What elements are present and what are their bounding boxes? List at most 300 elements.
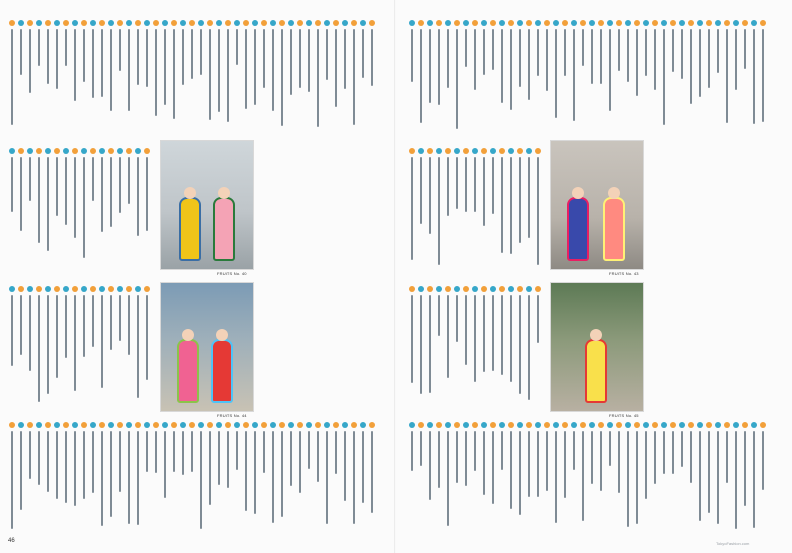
text-line <box>699 431 701 521</box>
text-line <box>510 431 512 509</box>
text-column <box>516 20 523 129</box>
text-line <box>281 431 283 517</box>
text-column <box>296 422 303 529</box>
speaker-marker <box>45 422 51 428</box>
speaker-marker <box>54 286 60 292</box>
text-line <box>20 29 22 75</box>
text-line <box>101 295 103 388</box>
text-column <box>215 422 222 529</box>
text-column <box>323 422 330 529</box>
text-line <box>519 431 521 515</box>
text-column <box>507 20 514 129</box>
text-line <box>56 431 58 499</box>
speaker-marker <box>409 286 415 292</box>
text-line <box>717 29 719 73</box>
text-column <box>426 148 433 265</box>
text-line <box>537 157 539 265</box>
speaker-marker <box>706 422 712 428</box>
speaker-marker <box>454 422 460 428</box>
text-line <box>344 431 346 501</box>
text-column <box>296 20 303 127</box>
speaker-marker <box>369 422 375 428</box>
text-column <box>489 148 496 265</box>
speaker-marker <box>409 422 415 428</box>
text-line <box>65 29 67 66</box>
speaker-marker <box>306 422 312 428</box>
text-column <box>116 286 123 402</box>
text-column <box>53 286 60 402</box>
text-line <box>447 431 449 526</box>
speaker-marker <box>108 20 114 26</box>
text-line <box>137 295 139 398</box>
speaker-marker <box>261 20 267 26</box>
text-column <box>260 20 267 127</box>
text-line <box>438 29 440 105</box>
text-column <box>696 20 703 129</box>
text-line <box>164 29 166 105</box>
speaker-marker <box>436 286 442 292</box>
text-column <box>242 20 249 127</box>
speaker-marker <box>526 286 532 292</box>
text-column <box>350 20 357 127</box>
text-column <box>368 20 375 127</box>
text-column <box>269 422 276 529</box>
text-column <box>678 20 685 129</box>
speaker-marker <box>724 422 730 428</box>
text-column <box>696 422 703 529</box>
text-line <box>528 431 530 497</box>
text-line <box>146 295 148 380</box>
speaker-marker <box>535 422 541 428</box>
speaker-marker <box>36 286 42 292</box>
text-line <box>735 29 737 90</box>
text-column <box>489 422 496 529</box>
text-column <box>341 422 348 529</box>
text-line <box>555 29 557 118</box>
speaker-marker <box>126 286 132 292</box>
text-line <box>11 157 13 212</box>
text-line <box>429 295 431 393</box>
speaker-marker <box>9 286 15 292</box>
speaker-marker <box>234 422 240 428</box>
speaker-marker <box>643 422 649 428</box>
text-column <box>426 422 433 529</box>
text-column <box>705 422 712 529</box>
speaker-marker <box>108 148 114 154</box>
text-line <box>654 431 656 484</box>
text-column <box>26 422 33 529</box>
text-line <box>465 157 467 212</box>
text-line <box>371 431 373 513</box>
text-column <box>489 20 496 129</box>
text-line <box>155 29 157 116</box>
text-line <box>411 29 413 82</box>
text-column <box>53 422 60 529</box>
speaker-marker <box>243 20 249 26</box>
text-line <box>353 431 355 524</box>
text-column <box>17 422 24 529</box>
text-column <box>435 20 442 129</box>
text-line <box>245 29 247 109</box>
text-line <box>681 29 683 79</box>
text-column <box>179 422 186 529</box>
speaker-marker <box>27 20 33 26</box>
speaker-marker <box>625 20 631 26</box>
text-column <box>660 20 667 129</box>
text-line <box>483 157 485 226</box>
speaker-marker <box>297 20 303 26</box>
speaker-marker <box>733 20 739 26</box>
speaker-marker <box>315 20 321 26</box>
text-line <box>636 29 638 96</box>
text-column <box>278 20 285 127</box>
text-line <box>92 157 94 201</box>
speaker-marker <box>351 20 357 26</box>
text-line <box>362 431 364 503</box>
speaker-marker <box>742 20 748 26</box>
text-line <box>119 157 121 213</box>
text-line <box>447 157 449 216</box>
text-line <box>735 431 737 529</box>
speaker-marker <box>427 20 433 26</box>
text-line <box>645 431 647 499</box>
text-line <box>465 431 467 486</box>
speaker-marker <box>616 20 622 26</box>
text-line <box>411 295 413 383</box>
text-line <box>573 29 575 121</box>
text-column <box>759 422 766 529</box>
speaker-marker <box>760 20 766 26</box>
text-line <box>218 29 220 112</box>
text-column <box>732 20 739 129</box>
text-column <box>35 148 42 258</box>
speaker-marker <box>180 20 186 26</box>
text-line <box>474 29 476 90</box>
text-column <box>170 422 177 529</box>
text-line <box>164 431 166 498</box>
text-column <box>453 20 460 129</box>
speaker-marker <box>153 20 159 26</box>
text-line <box>465 29 467 67</box>
text-column <box>80 422 87 529</box>
site-credit: TokyoFashion.com <box>716 541 750 546</box>
speaker-marker <box>333 422 339 428</box>
speaker-marker <box>252 422 258 428</box>
speaker-marker <box>679 422 685 428</box>
text-column <box>251 20 258 127</box>
text-column <box>62 20 69 127</box>
text-line <box>663 29 665 125</box>
text-line <box>420 29 422 123</box>
text-line <box>344 29 346 89</box>
speaker-marker <box>526 20 532 26</box>
text-column <box>462 148 469 265</box>
text-column <box>134 20 141 127</box>
speaker-marker <box>225 20 231 26</box>
speaker-marker <box>697 20 703 26</box>
text-line <box>672 29 674 72</box>
text-column <box>723 422 730 529</box>
text-line <box>110 157 112 227</box>
speaker-marker <box>481 20 487 26</box>
speaker-marker <box>418 148 424 154</box>
text-block-right-bottom <box>408 422 766 529</box>
speaker-marker <box>652 422 658 428</box>
text-column <box>651 20 658 129</box>
text-column <box>507 286 514 400</box>
text-column <box>480 422 487 529</box>
text-line <box>38 157 40 243</box>
speaker-marker <box>418 286 424 292</box>
text-line <box>627 431 629 527</box>
text-line <box>483 29 485 75</box>
text-column <box>462 422 469 529</box>
text-column <box>368 422 375 529</box>
text-line <box>429 157 431 234</box>
text-line <box>11 29 13 125</box>
text-line <box>119 431 121 492</box>
text-column <box>669 20 676 129</box>
text-line <box>483 295 485 372</box>
speaker-marker <box>670 20 676 26</box>
text-line <box>119 295 121 341</box>
speaker-marker <box>661 20 667 26</box>
text-line <box>38 295 40 402</box>
speaker-marker <box>652 20 658 26</box>
speaker-marker <box>508 148 514 154</box>
speaker-marker <box>72 20 78 26</box>
text-column <box>759 20 766 129</box>
text-line <box>326 29 328 80</box>
text-column <box>435 422 442 529</box>
speaker-marker <box>634 20 640 26</box>
text-column <box>62 148 69 258</box>
text-line <box>56 295 58 378</box>
speaker-marker <box>270 20 276 26</box>
text-line <box>83 157 85 258</box>
speaker-marker <box>117 148 123 154</box>
text-block-left-top <box>8 20 375 127</box>
speaker-marker <box>54 148 60 154</box>
text-line <box>429 29 431 103</box>
speaker-marker <box>715 20 721 26</box>
text-column <box>161 422 168 529</box>
text-column <box>89 422 96 529</box>
text-line <box>56 29 58 89</box>
text-line <box>209 29 211 120</box>
speaker-marker <box>625 422 631 428</box>
speaker-marker <box>454 20 460 26</box>
text-column <box>552 20 559 129</box>
text-line <box>38 29 40 66</box>
text-line <box>236 431 238 470</box>
speaker-marker <box>216 20 222 26</box>
speaker-marker <box>445 422 451 428</box>
speaker-marker <box>90 422 96 428</box>
text-line <box>456 157 458 209</box>
text-column <box>80 286 87 402</box>
speaker-marker <box>180 422 186 428</box>
text-column <box>498 422 505 529</box>
text-column <box>332 20 339 127</box>
text-column <box>107 422 114 529</box>
text-line <box>11 431 13 529</box>
speaker-marker <box>108 286 114 292</box>
text-line <box>38 431 40 485</box>
text-column <box>107 286 114 402</box>
speaker-marker <box>463 422 469 428</box>
text-line <box>501 157 503 253</box>
speaker-marker <box>81 286 87 292</box>
photo-caption-fruits-43: FRUiTS No. 43 <box>609 271 639 276</box>
speaker-marker <box>517 20 523 26</box>
text-column <box>80 20 87 127</box>
text-line <box>492 157 494 214</box>
text-column <box>53 20 60 127</box>
text-column <box>435 286 442 400</box>
text-line <box>591 29 593 84</box>
speaker-marker <box>36 148 42 154</box>
speaker-marker <box>481 286 487 292</box>
text-column <box>534 286 541 400</box>
text-column <box>498 286 505 400</box>
text-column <box>525 422 532 529</box>
text-column <box>161 20 168 127</box>
text-column <box>323 20 330 127</box>
speaker-marker <box>535 20 541 26</box>
speaker-marker <box>36 422 42 428</box>
text-line <box>182 431 184 475</box>
speaker-marker <box>715 422 721 428</box>
speaker-marker <box>589 20 595 26</box>
speaker-marker <box>508 286 514 292</box>
speaker-marker <box>144 286 150 292</box>
speaker-marker <box>90 286 96 292</box>
text-line <box>281 29 283 126</box>
text-line <box>20 431 22 510</box>
photo-fruits-43 <box>550 140 644 270</box>
text-line <box>645 29 647 76</box>
speaker-marker <box>535 286 541 292</box>
text-column <box>62 422 69 529</box>
text-column <box>188 422 195 529</box>
text-line <box>83 29 85 82</box>
speaker-marker <box>54 20 60 26</box>
speaker-marker <box>517 422 523 428</box>
speaker-marker <box>54 422 60 428</box>
speaker-marker <box>27 148 33 154</box>
text-line <box>636 431 638 524</box>
speaker-marker <box>706 20 712 26</box>
text-column <box>687 20 694 129</box>
speaker-marker <box>499 286 505 292</box>
text-line <box>690 29 692 104</box>
text-line <box>29 295 31 371</box>
text-line <box>128 431 130 524</box>
speaker-marker <box>90 148 96 154</box>
text-column <box>152 422 159 529</box>
speaker-marker <box>688 20 694 26</box>
text-column <box>687 422 694 529</box>
speaker-marker <box>144 148 150 154</box>
text-line <box>762 29 764 122</box>
speaker-marker <box>688 422 694 428</box>
text-column <box>561 20 568 129</box>
page-number: 46 <box>8 538 15 544</box>
speaker-marker <box>315 422 321 428</box>
speaker-marker <box>553 20 559 26</box>
text-column <box>408 422 415 529</box>
text-column <box>71 422 78 529</box>
speaker-marker <box>126 148 132 154</box>
text-line <box>245 431 247 511</box>
text-column <box>561 422 568 529</box>
text-column <box>125 286 132 402</box>
speaker-marker <box>135 422 141 428</box>
text-column <box>624 422 631 529</box>
speaker-marker <box>126 422 132 428</box>
speaker-marker <box>427 422 433 428</box>
text-line <box>690 431 692 483</box>
text-column <box>116 422 123 529</box>
text-column <box>642 422 649 529</box>
speaker-marker <box>306 20 312 26</box>
text-line <box>83 295 85 357</box>
text-column <box>489 286 496 400</box>
text-column <box>525 20 532 129</box>
right-page <box>396 0 792 553</box>
text-line <box>600 29 602 84</box>
text-line <box>582 431 584 521</box>
speaker-marker <box>697 422 703 428</box>
text-line <box>254 29 256 105</box>
photo-caption-fruits-45: FRUiTS No. 45 <box>609 413 639 418</box>
speaker-marker <box>607 422 613 428</box>
text-column <box>215 20 222 127</box>
speaker-marker <box>45 20 51 26</box>
speaker-marker <box>27 286 33 292</box>
text-line <box>191 431 193 472</box>
text-line <box>173 29 175 119</box>
text-line <box>137 29 139 85</box>
text-column <box>480 148 487 265</box>
text-line <box>290 29 292 95</box>
speaker-marker <box>418 20 424 26</box>
speaker-marker <box>463 148 469 154</box>
text-line <box>146 431 148 472</box>
speaker-marker <box>544 20 550 26</box>
text-column <box>125 422 132 529</box>
speaker-marker <box>508 422 514 428</box>
text-line <box>92 431 94 493</box>
text-column <box>723 20 730 129</box>
speaker-marker <box>751 20 757 26</box>
text-column <box>98 422 105 529</box>
text-line <box>663 431 665 474</box>
speaker-marker <box>490 148 496 154</box>
text-line <box>101 431 103 526</box>
text-line <box>74 431 76 506</box>
text-column <box>287 20 294 127</box>
text-line <box>447 29 449 88</box>
text-line <box>128 29 130 111</box>
text-column <box>453 422 460 529</box>
text-line <box>744 29 746 69</box>
text-column <box>714 20 721 129</box>
text-line <box>308 29 310 92</box>
text-column <box>224 422 231 529</box>
text-line <box>438 431 440 488</box>
